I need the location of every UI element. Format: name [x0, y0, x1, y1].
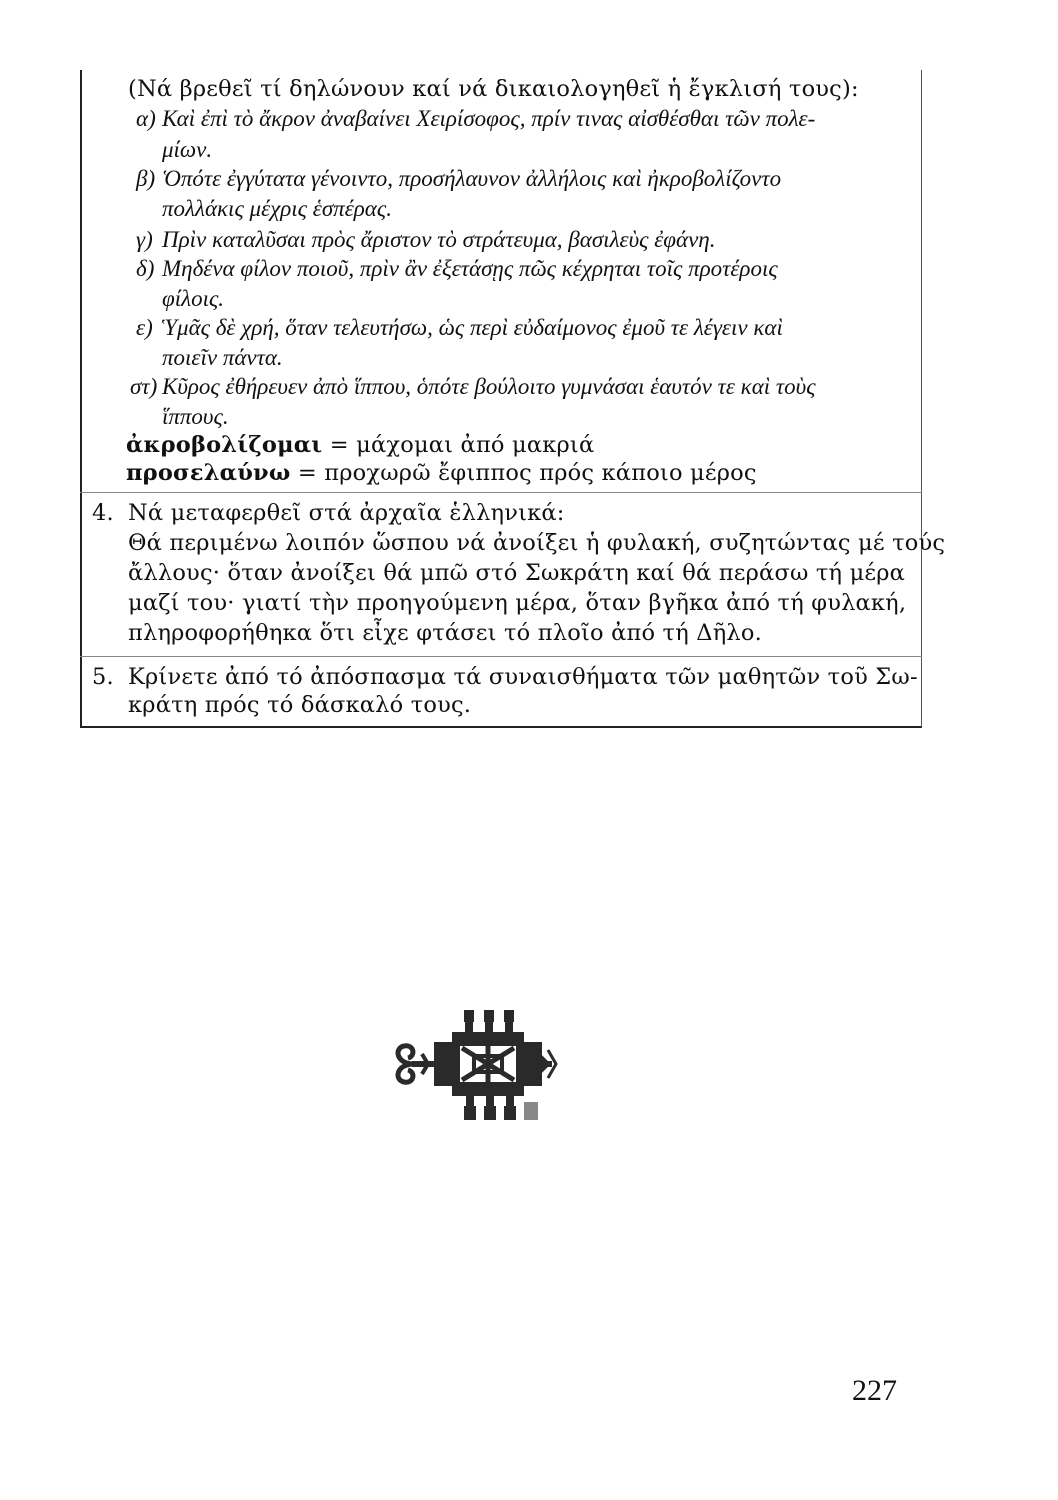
exercise-4-number: 4.	[92, 500, 114, 526]
exercise-4-line: μαζί του· γιατί τὴν προηγούμενη μέρα, ὅταν βγῆκα ἀπό τή φυλακή,	[128, 590, 907, 616]
item-label: α)	[136, 106, 156, 131]
item-text-continuation: ποιεῖν πάντα.	[162, 345, 283, 370]
exercise-4-line: πληροφορήθηκα ὅτι εἶχε φτάσει τό πλοῖο ἀπό τή Δῆλο.	[128, 620, 762, 646]
item-text-continuation: πολλάκις μέχρις ἑσπέρας.	[162, 196, 392, 221]
glossary-equals: =	[297, 460, 317, 486]
exercise-3-intro: (Νά βρεθεῖ τί δηλώνουν καί νά δικαιολογηθεῖ ἡ ἔγκλισή τους):	[128, 76, 859, 102]
list-item	[136, 106, 815, 132]
exercise-4-line: Θά περιμένω λοιπόν ὥσπου νά ἀνοίξει ἡ φυλακή, συζητώντας μέ τούς	[128, 530, 946, 556]
folk-ornament-icon	[392, 1008, 558, 1124]
list-item	[136, 227, 715, 253]
item-label: ε)	[136, 315, 153, 340]
list-item	[136, 315, 783, 341]
item-text: Καὶ ἐπὶ τὸ ἄκρον ἀναβαίνει Χειρίσοφος, πρίν τινας αἰσθέσθαι τῶν πολε-	[162, 106, 816, 131]
item-label: στ)	[130, 374, 158, 399]
item-label: δ)	[136, 256, 155, 281]
divider	[80, 492, 922, 493]
glossary-equals: =	[329, 432, 349, 458]
exercise-5-number: 5.	[92, 664, 114, 690]
item-text: Ὑμᾶς δὲ χρή, ὅταν τελευτήσω, ὡς περὶ εὐδαίμονος ἐμοῦ τε λέγειν καὶ	[162, 315, 783, 340]
item-text: Ὁπότε ἐγγύτατα γένοιντο, προσήλαυνον ἀλλήλοις καὶ ἠκροβολίζοντο	[162, 166, 782, 191]
exercise-5-line: κράτη πρός τό δάσκαλό τους.	[128, 692, 472, 718]
exercise-5-line: Κρίνετε ἀπό τό ἀπόσπασμα τά συναισθήματα τῶν μαθητῶν τοῦ Σω-	[128, 664, 918, 690]
exercise-4-line: ἄλλους· ὅταν ἀνοίξει θά μπῶ στό Σωκράτη καί θά περάσω τή μέρα	[128, 560, 906, 586]
item-label: β)	[136, 166, 156, 191]
item-text-continuation: ἵππους.	[162, 404, 229, 429]
list-item	[136, 256, 778, 282]
glossary-entry	[126, 460, 757, 486]
glossary-term: προσελαύνω	[126, 460, 291, 486]
item-text: Μηδένα φίλον ποιοῦ, πρὶν ἂν ἐξετάσῃς πῶς κέχρηται τοῖς προτέροις	[162, 256, 778, 281]
item-text: Κῦρος ἐθήρευεν ἀπὸ ἵππου, ὁπότε βούλοιτο γυμνάσαι ἑαυτόν τε καὶ τοὺς	[162, 374, 816, 399]
item-text-continuation: μίων.	[162, 137, 213, 162]
list-item	[130, 374, 816, 400]
item-text: Πρὶν καταλῦσαι πρὸς ἄριστον τὸ στράτευμα, βασιλεὺς ἐφάνη.	[162, 227, 716, 252]
item-label: γ)	[136, 227, 153, 252]
list-item	[136, 166, 781, 192]
glossary-term: ἀκροβολίζομαι	[126, 432, 323, 458]
page-number: 227	[852, 1374, 897, 1407]
divider	[80, 656, 922, 657]
glossary-entry	[126, 432, 594, 458]
item-text-continuation: φίλοις.	[162, 286, 225, 311]
glossary-definition: προχωρῶ ἔφιππος πρός κάποιο μέρος	[324, 460, 757, 486]
exercise-4-line: Νά μεταφερθεῖ στά ἀρχαῖα ἑλληνικά:	[128, 500, 565, 526]
glossary-definition: μάχομαι ἀπό μακριά	[356, 432, 595, 458]
